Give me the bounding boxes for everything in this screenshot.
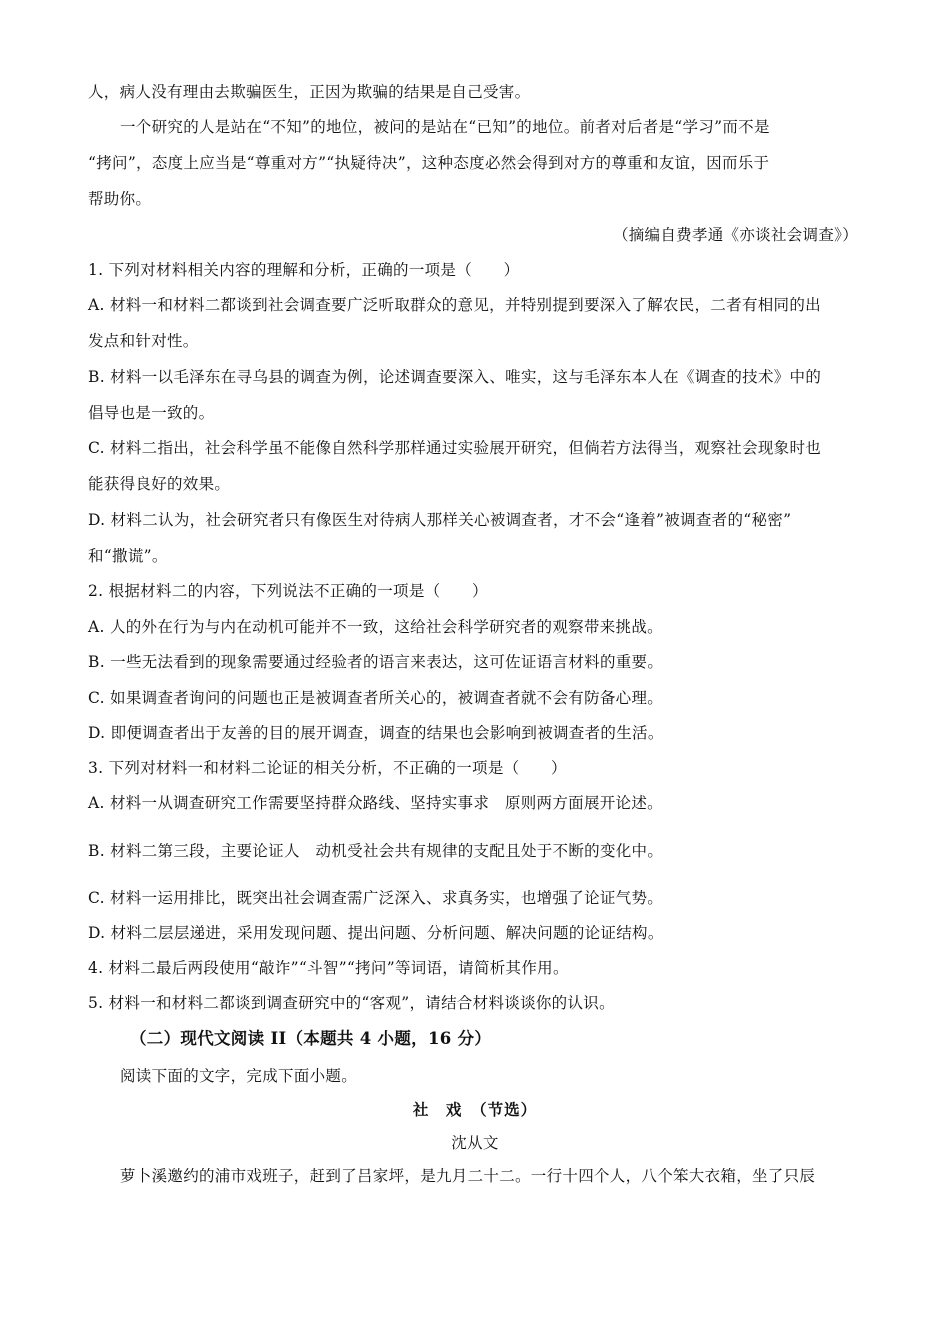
paragraph-line: 帮助你。 <box>88 190 152 208</box>
source-citation: （摘编自费孝通《亦谈社会调查》） <box>612 226 858 244</box>
passage-title: 社 戏 （节选） <box>412 1100 538 1119</box>
q2-option-a: A. 人的外在行为与内在动机可能并不一致，这给社会科学研究者的观察带来挑战。 <box>88 618 663 636</box>
section-instruction: 阅读下面的文字，完成下面小题。 <box>120 1067 358 1085</box>
passage-first-line: 萝卜溪邀约的浦市戏班子，赶到了吕家坪，是九月二十二。一行十四个人，八个笨大衣箱，坐了只辰 <box>120 1167 816 1185</box>
q3-option-a: A. 材料一从调查研究工作需要坚持群众路线、坚持实事求 原则两方面展开论述。 <box>88 794 663 812</box>
q2-option-d: D. 即便调查者出于友善的目的展开调查，调查的结果也会影响到被调查者的生活。 <box>88 724 664 742</box>
question-2-stem: 2. 根据材料二的内容，下列说法不正确的一项是（ ） <box>88 582 488 600</box>
paragraph-line: “拷问”，态度上应当是“尊重对方”“执疑待决”，这种态度必然会得到对方的尊重和友谊，因而乐于 <box>88 154 770 172</box>
passage-author: 沈从文 <box>451 1134 499 1152</box>
paragraph-line: 一个研究的人是站在“不知”的地位，被问的是站在“已知”的地位。前者对后者是“学习”而不是 <box>120 118 770 136</box>
section-heading: （二）现代文阅读 II（本题共 4 小题，16 分） <box>130 1029 492 1048</box>
q3-option-c: C. 材料一运用排比，既突出社会调查需广泛深入、求真务实，也增强了论证气势。 <box>88 889 664 907</box>
q1-option-b: B. 材料一以毛泽东在寻乌县的调查为例，论述调查要深入、唯实，这与毛泽东本人在《调查的技术》中的 <box>88 368 822 386</box>
q1-option-d: D. 材料二认为，社会研究者只有像医生对待病人那样关心被调查者，才不会“逢着”被调查者的“秘密” <box>88 511 792 529</box>
q1-option-a-cont: 发点和针对性。 <box>88 332 199 350</box>
q1-option-d-cont: 和“撒谎”。 <box>88 547 168 565</box>
q3-option-b: B. 材料二第三段，主要论证人 动机受社会共有规律的支配且处于不断的变化中。 <box>88 842 664 860</box>
q2-option-c: C. 如果调查者询问的问题也正是被调查者所关心的，被调查者就不会有防备心理。 <box>88 689 664 707</box>
q1-option-c-cont: 能获得良好的效果。 <box>88 475 231 493</box>
q1-option-a: A. 材料一和材料二都谈到社会调查要广泛听取群众的意见，并特别提到要深入了解农民，二者有相同的出 <box>88 296 821 314</box>
question-3-stem: 3. 下列对材料一和材料二论证的相关分析，不正确的一项是（ ） <box>88 759 567 777</box>
q2-option-b: B. 一些无法看到的现象需要通过经验者的语言来表达，这可佐证语言材料的重要。 <box>88 653 664 671</box>
q3-option-d: D. 材料二层层递进，采用发现问题、提出问题、分析问题、解决问题的论证结构。 <box>88 924 664 942</box>
question-1-stem: 1. 下列对材料相关内容的理解和分析，正确的一项是（ ） <box>88 261 520 279</box>
q1-option-b-cont: 倡导也是一致的。 <box>88 404 215 422</box>
paragraph-line: 人，病人没有理由去欺骗医生，正因为欺骗的结果是自己受害。 <box>88 83 531 101</box>
question-5: 5. 材料一和材料二都谈到调查研究中的“客观”，请结合材料谈谈你的认识。 <box>88 994 615 1012</box>
q1-option-c: C. 材料二指出，社会科学虽不能像自然科学那样通过实验展开研究，但倘若方法得当，观察社会现象时也 <box>88 439 822 457</box>
question-4: 4. 材料二最后两段使用“敲诈”“斗智”“拷问”等词语，请简析其作用。 <box>88 959 569 977</box>
